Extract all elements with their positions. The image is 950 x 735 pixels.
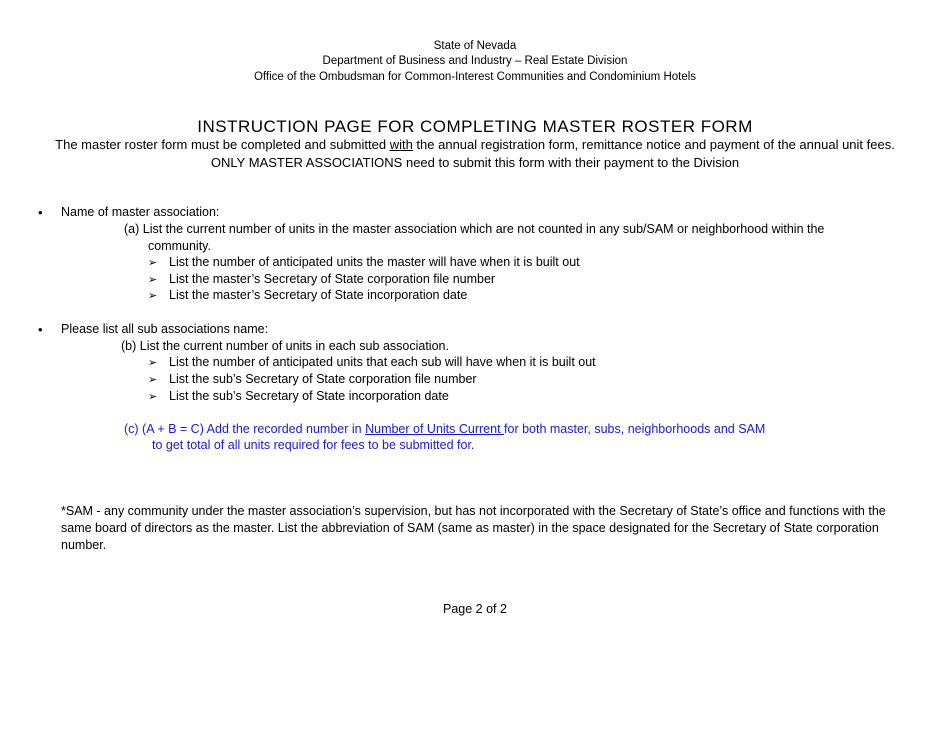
bullet-icon: • [38,205,43,220]
arrow-bullet-icon: ➢ [148,257,158,269]
section2-heading: Please list all sub associations name: [61,322,269,336]
sam-note-line3: number. [61,538,107,552]
header-department: Department of Business and Industry – Real Estate Division [322,55,628,67]
master-subitem-2: List the master’s Secretary of State corporation file number [169,272,496,286]
arrow-bullet-icon: ➢ [148,290,158,302]
number-of-units-current-text: Number of Units Current [365,422,505,436]
page-number: Page 2 of 2 [443,602,507,616]
sam-note-line1: *SAM - any community under the master association’s supervision, but has not incorporated with the Secretary of State’s office and functions with the [61,504,886,518]
bullet-icon: • [38,322,43,337]
item-c-line1-a: (c) (A + B = C) Add the recorded number in [124,422,366,436]
arrow-bullet-icon: ➢ [148,391,158,403]
header-state: State of Nevada [433,40,517,52]
master-subitem-3: List the master’s Secretary of State incorporation date [169,288,468,302]
sub-subitem-3: List the sub’s Secretary of State incorporation date [169,389,449,403]
item-c-line1-b: for both master, subs, neighborhoods and SAM [504,422,766,436]
section1-heading: Name of master association: [61,205,220,219]
header-office: Office of the Ombudsman for Common-Interest Communities and Condominium Hotels [253,71,697,83]
master-subitem-1: List the number of anticipated units the master will have when it is built out [169,255,580,269]
intro-line-1 [0,137,950,152]
item-a-line2: community. [148,239,211,253]
sub-subitem-1: List the number of anticipated units that each sub will have when it is built out [169,355,596,369]
item-c-line2: to get total of all units required for fees to be submitted for. [152,438,475,452]
item-a-line1: (a) List the current number of units in the master association which are not counted in any sub/SAM or neighborhood within the [124,222,825,236]
arrow-bullet-icon: ➢ [148,357,158,369]
item-c-line1 [124,422,765,436]
arrow-bullet-icon: ➢ [148,274,158,286]
intro-line-2: ONLY MASTER ASSOCIATIONS need to submit this form with their payment to the Division [210,155,740,170]
intro-line-1-b: the annual registration form, remittance notice and payment of the annual unit fees. [412,137,895,152]
item-b: (b) List the current number of units in each sub association. [121,339,449,353]
sub-subitem-2: List the sub’s Secretary of State corporation file number [169,372,477,386]
intro-with-underlined: with [389,137,413,152]
sam-note-line2: same board of directors as the master. List the abbreviation of SAM (same as master) in the space designated for the Secretary of State corporation [61,521,879,535]
intro-line-1-a: The master roster form must be completed and submitted [55,137,390,152]
page-title: INSTRUCTION PAGE FOR COMPLETING MASTER ROSTER FORM [197,117,753,136]
arrow-bullet-icon: ➢ [148,374,158,386]
